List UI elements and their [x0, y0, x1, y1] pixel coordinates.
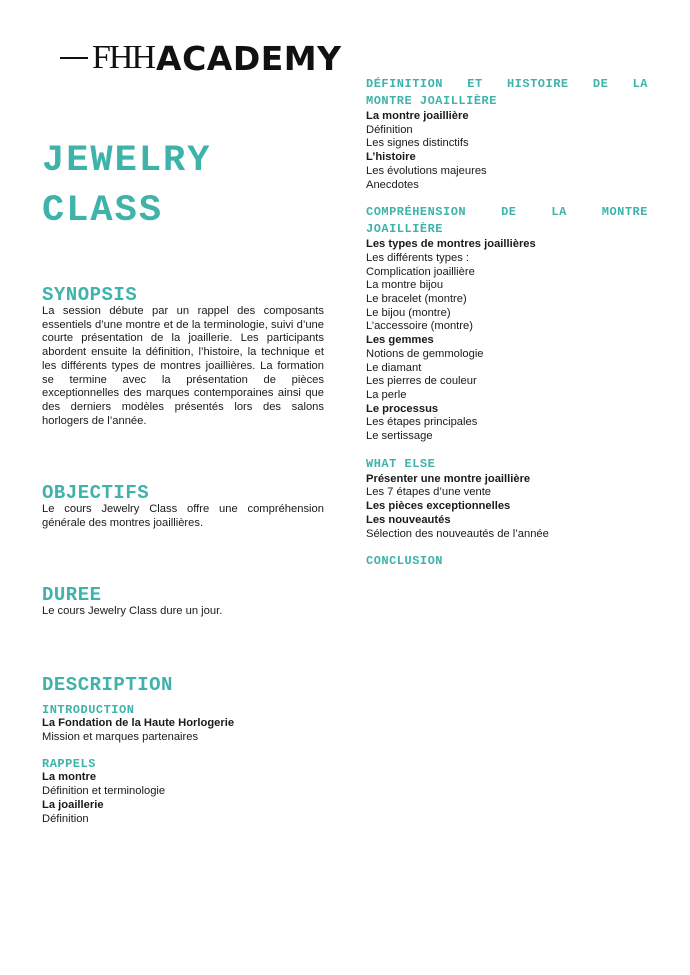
program-line: Le bijou (montre): [366, 306, 451, 319]
description-subheading: INTRODUCTION: [42, 703, 135, 717]
objectifs-text: Le cours Jewelry Class offre une compréhension générale des montres joaillières.: [42, 503, 324, 529]
program-line: Présenter une montre joaillière: [366, 472, 531, 485]
page-title: [42, 136, 211, 236]
page-title-line2: CLASS: [42, 190, 164, 232]
program-heading-word: LA: [632, 77, 648, 91]
program-group: [366, 553, 648, 570]
program-line: Le bracelet (montre): [366, 293, 467, 306]
program-line: Complication joaillière: [366, 265, 475, 278]
synopsis-text: La session débute par un rappel des composants essentiels d’une montre et de la terminologie, suivi d’une courte présentation de la joaillerie. Les participants abordent ensuite la définition, l’histoire, la technique et les différents types de montres joaillières. La formation se termine avec la présentation de pièces exceptionnelles des marques contemporaines ainsi que des derniers modèles présentés lors des salons horlogers de l’année.: [42, 305, 324, 427]
program-heading-line: CONCLUSION: [366, 554, 444, 569]
program-line: L’accessoire (montre): [366, 320, 473, 333]
description-group: [42, 757, 332, 826]
program-line: Le sertissage: [366, 430, 433, 443]
program-heading-word: HISTOIRE: [506, 77, 569, 91]
program-line: Les étapes principales: [366, 416, 478, 429]
description-line: La montre: [42, 771, 97, 784]
program-line: Les 7 étapes d’une vente: [366, 486, 492, 499]
program-heading-word: LA: [551, 205, 567, 220]
program-heading-word: ET: [467, 77, 483, 91]
program-line: L’histoire: [366, 151, 416, 164]
description-subheading: RAPPELS: [42, 757, 96, 772]
synopsis-heading: SYNOPSIS: [42, 284, 138, 306]
objectifs-heading: OBJECTIFS: [42, 482, 150, 504]
program-heading-word: DE: [592, 77, 609, 91]
program-group: [366, 76, 648, 192]
program-line: Sélection des nouveautés de l’année: [366, 527, 549, 540]
description-line: Mission et marques partenaires: [42, 730, 199, 743]
description-block: [42, 703, 332, 839]
logo-fhh: FHH: [92, 39, 155, 76]
program-line: Le diamant: [366, 361, 422, 374]
program-line: Les signes distinctifs: [366, 137, 469, 150]
logo-dash: [60, 57, 88, 59]
program-line: Définition: [366, 123, 413, 136]
program-line: Les types de montres joaillières: [366, 238, 536, 251]
description-line: Définition: [42, 812, 89, 825]
page-title-line1: JEWELRY: [42, 140, 212, 182]
program-heading-line: JOAILLIÈRE: [366, 222, 444, 237]
program-heading-word: MONTRE: [601, 205, 648, 220]
program-column: [366, 76, 648, 582]
program-line: Les évolutions majeures: [366, 164, 487, 177]
program-line: Les nouveautés: [366, 513, 451, 526]
program-heading-line: [366, 204, 648, 221]
program-group: [366, 456, 648, 542]
program-heading-word: DE: [501, 205, 517, 220]
description-line: La joaillerie: [42, 798, 104, 811]
description-line: Définition et terminologie: [42, 785, 166, 798]
program-line: Anecdotes: [366, 178, 419, 191]
program-line: La montre joaillière: [366, 110, 469, 122]
fhh-academy-logo: [60, 38, 342, 78]
program-group: [366, 204, 648, 444]
duree-heading: DUREE: [42, 584, 102, 606]
description-group: [42, 703, 332, 744]
program-heading-word: DÉFINITION: [366, 77, 444, 91]
program-line: Le processus: [366, 402, 439, 415]
program-line: Les gemmes: [366, 334, 434, 347]
program-line: La montre bijou: [366, 279, 444, 292]
description-heading: DESCRIPTION: [42, 674, 173, 696]
logo-academy: ACADEMY: [156, 38, 342, 78]
description-line: La Fondation de la Haute Horlogerie: [42, 717, 235, 729]
program-heading-word: COMPRÉHENSION: [366, 205, 467, 220]
duree-text: Le cours Jewelry Class dure un jour.: [42, 605, 223, 617]
program-heading-line: [366, 76, 648, 93]
program-line: Les différents types :: [366, 251, 470, 264]
program-heading-line: MONTRE JOAILLIÈRE: [366, 94, 497, 108]
program-line: Notions de gemmologie: [366, 347, 484, 360]
program-line: Les pièces exceptionnelles: [366, 500, 511, 513]
program-heading-line: WHAT ELSE: [366, 456, 436, 471]
program-line: La perle: [366, 388, 407, 401]
program-line: Les pierres de couleur: [366, 375, 477, 388]
